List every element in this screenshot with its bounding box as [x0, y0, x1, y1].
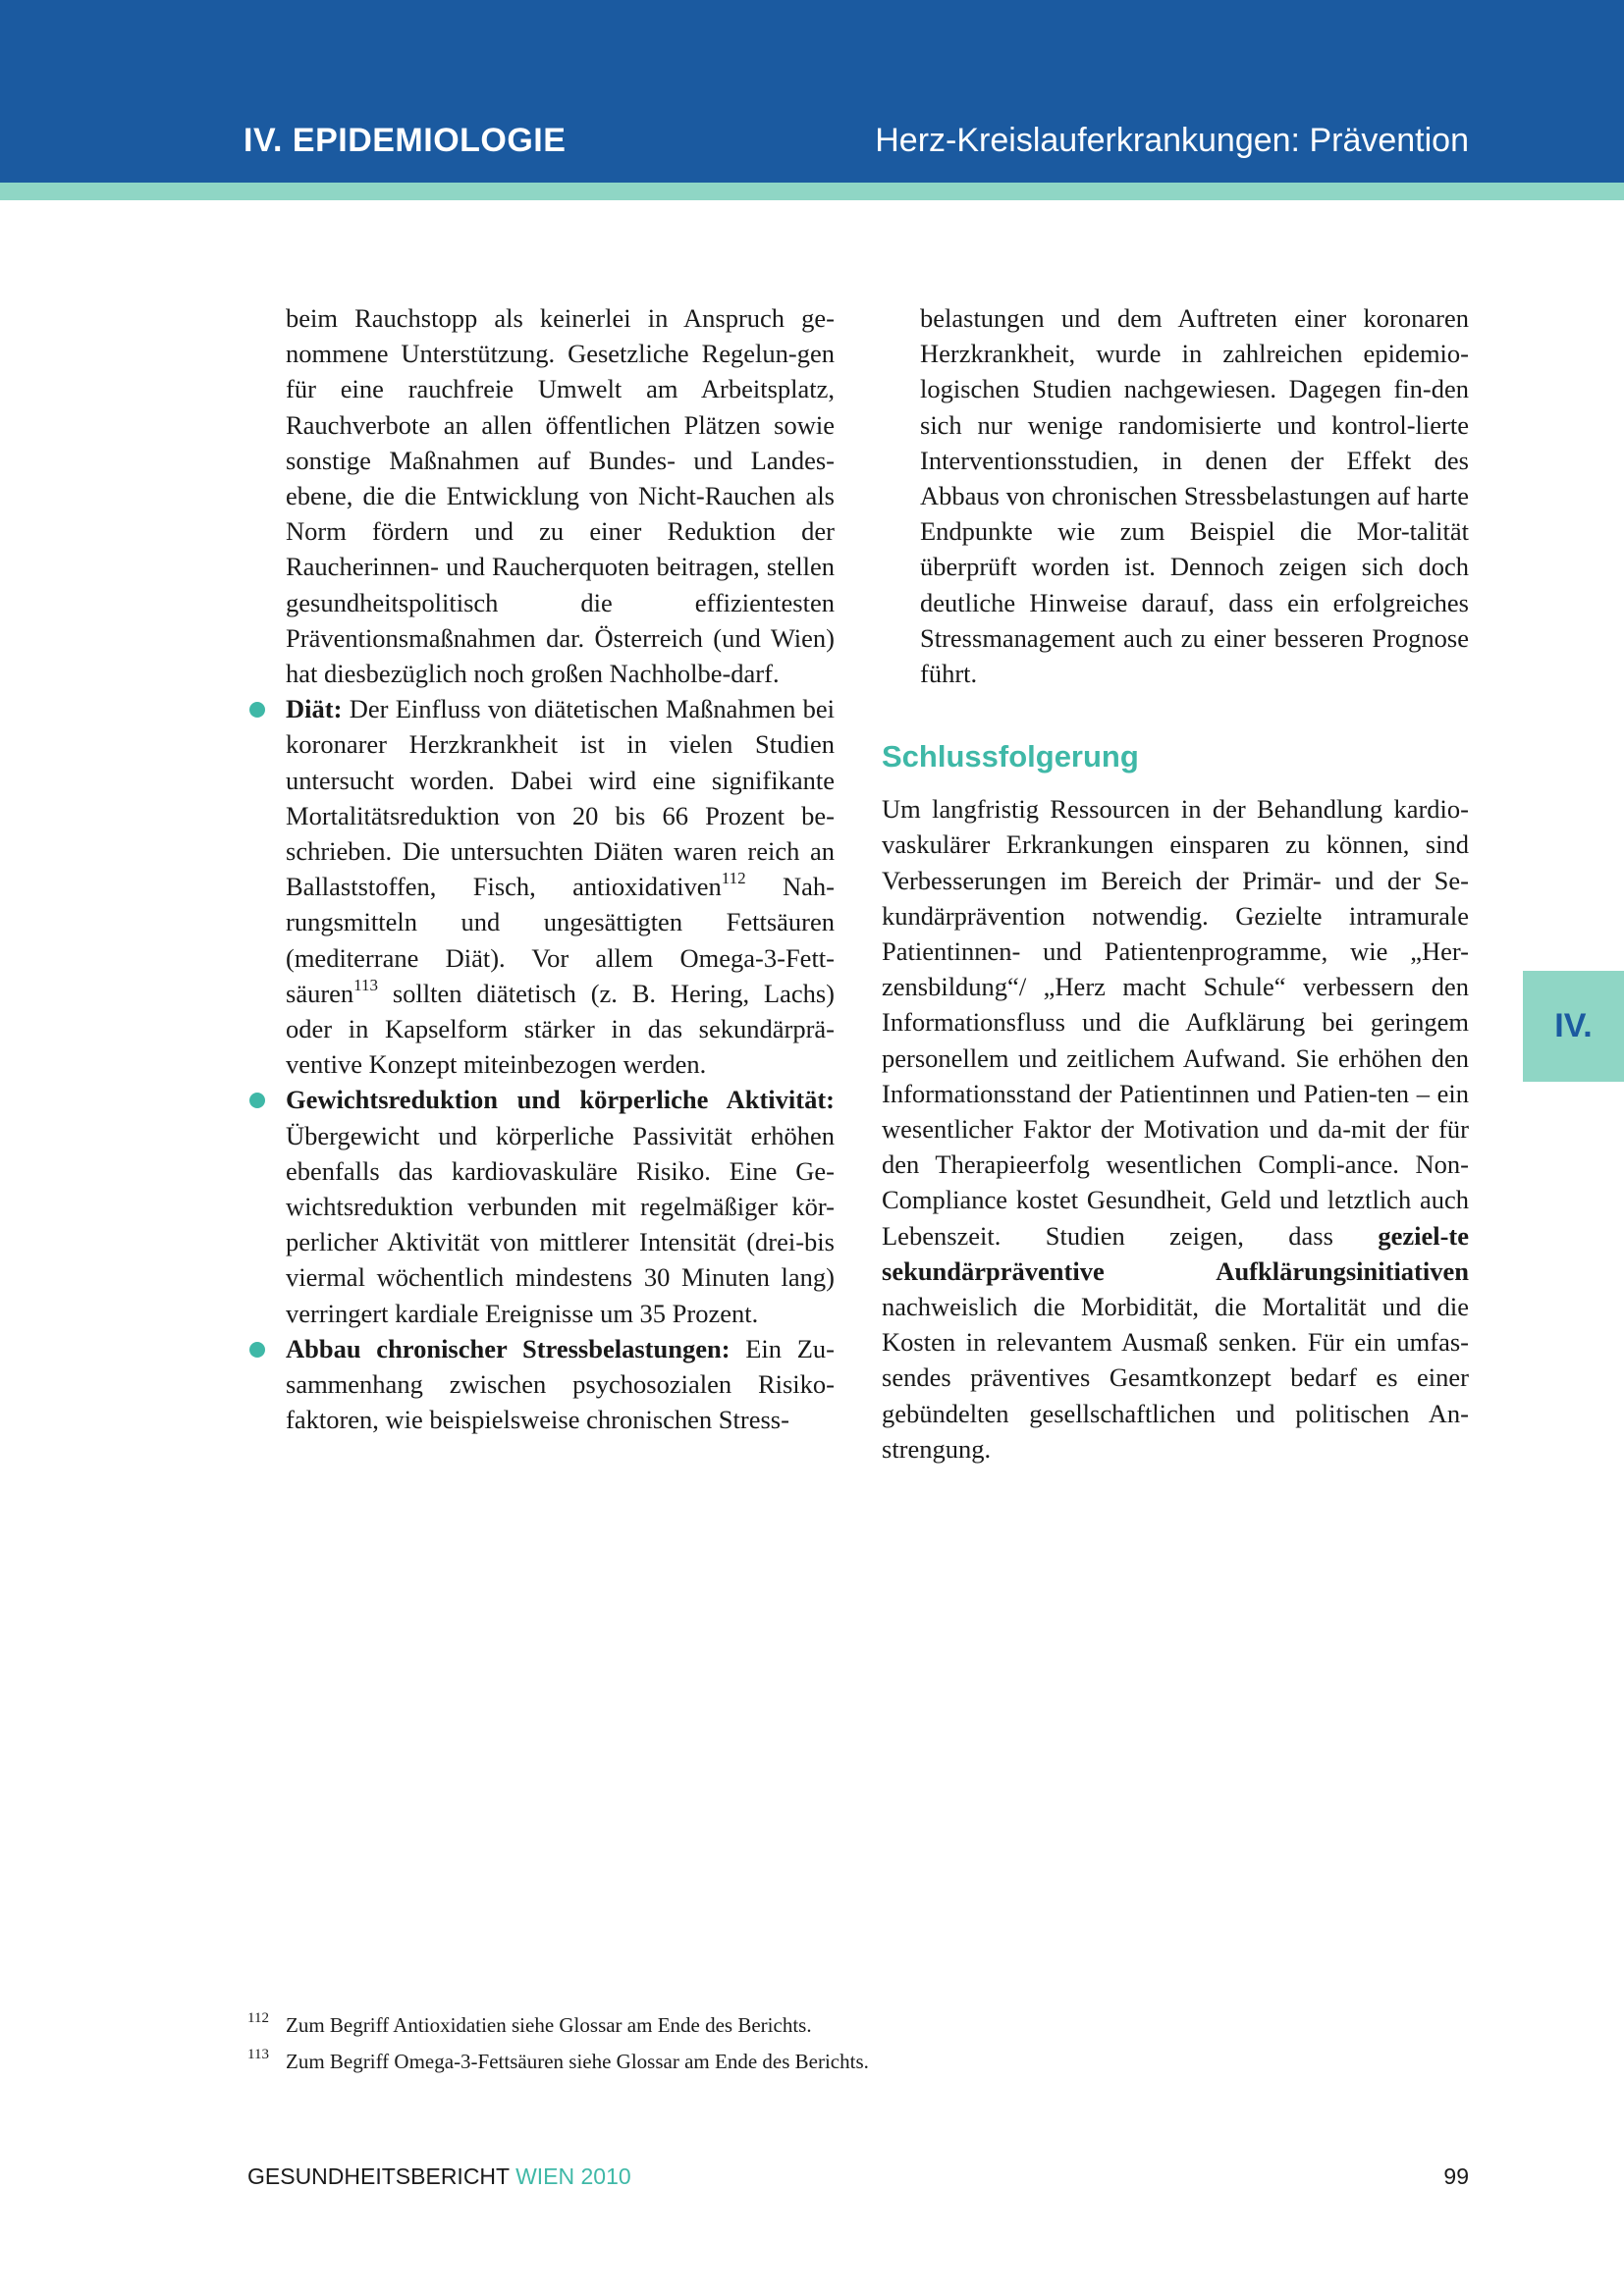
footnote-ref-112: 112: [721, 869, 746, 888]
page-number: 99: [1443, 2163, 1469, 2189]
bullet-stress: [286, 1331, 835, 1438]
conclusion-text-a: Um langfristig Ressourcen in der Behandlung kardio-vaskulärer Erkrankungen einsparen zu können, sind Verbesserungen im Bereich der Primär- und der Se-kundärprävention notwendig. Gezielte intramurale Patientinnen- und Patientenprogramme, wie „Her-zensbildung“/ „Herz macht Schule“ verbessern den Informationsfluss und die Aufklärung bei geringem personellem und zeitlichem Aufwand. Sie erhöhen den Informationsstand der Patientinnen und Patien-ten – ein wesentlicher Faktor der Motivation und da-mit der für den Therapieerfolg wesentlichen Compli-ance. Non-Compliance kostet Gesundheit, Geld und letztlich auch Lebenszeit. Studien zeigen, dass: [882, 794, 1469, 1251]
bullet-gewicht-text: Übergewicht und körperliche Passivität erhöhen ebenfalls das kardiovaskuläre Risiko. Eine Ge-wichtsreduktion verbunden mit regelmäßiger kör-perlicher Aktivität von mittlerer Intensität (drei-bis viermal wöchentlich mindestens 30 Minuten lang) verringert kardiale Ereignisse um 35 Prozent.: [286, 1120, 835, 1328]
footnote-item: [247, 2007, 1327, 2044]
intro-paragraph: beim Rauchstopp als keinerlei in Anspruch ge-nommene Unterstützung. Gesetzliche Regelun-gen für eine rauchfreie Umwelt am Arbeitsplatz, Rauchverbote an allen öffentlichen Plätzen sowie sonstige Maßnahmen auf Bundes- und Landes-ebene, die die Entwicklung von Nicht-Rauchen als Norm fördern und zu einer Reduktion der Raucherinnen- und Raucherquoten beitragen, stellen gesundheitspolitisch die effizientesten Präventionsmaßnahmen dar. Österreich (und Wien) hat diesbezüglich noch großen Nachholbe-darf.: [286, 303, 835, 689]
footnote-number: 113: [247, 2047, 269, 2062]
right-column: [882, 300, 1469, 1467]
section-label: IV. EPIDEMIOLOGIE: [244, 122, 567, 159]
bullet-diaet: [286, 691, 835, 1082]
conclusion-text-b: nachweislich die Morbidität, die Mortalität und die Kosten in relevantem Ausmaß senken. Für ein umfas-sendes präventives Gesamtkonzept bedarf es einer gebündelten gesellschaftlichen und politischen An-strengung.: [882, 1292, 1469, 1464]
footnotes: [247, 2007, 1327, 2080]
bullet-stress-label: Abbau chronischer Stressbelastungen:: [286, 1333, 731, 1363]
bullet-dot-icon: [249, 1342, 265, 1358]
footer-title: [247, 2163, 631, 2190]
footnote-text: Zum Begriff Antioxidatien siehe Glossar am Ende des Berichts.: [286, 2013, 812, 2037]
bullet-diaet-text-c: sollten diätetisch (z. B. Hering, Lachs) oder in Kapselform stärker in das sekundärprä-ventive Konzept miteinbezogen werden.: [286, 978, 835, 1080]
header-stripe: [0, 183, 1624, 200]
footer-title-accent: WIEN 2010: [515, 2163, 631, 2189]
conclusion-bold: geziel-te sekundärpräventive Aufklärungsinitiativen: [882, 1220, 1469, 1286]
bullet-diaet-label: Diät:: [286, 694, 343, 724]
footnote-item: [247, 2044, 1327, 2080]
bullet-diaet-text-b: Nah-rungsmitteln und ungesättigten Fettsäuren (mediterrane Diät). Vor allem Omega-3-Fett-säuren: [286, 872, 836, 1008]
bullet-gewicht-label: Gewichtsreduktion und körperliche Aktivität:: [286, 1085, 835, 1115]
bullet-gewicht: [286, 1082, 835, 1330]
conclusion-paragraph: [882, 791, 1469, 1467]
bullet-diaet-text-a: Der Einfluss von diätetischen Maßnahmen bei koronarer Herzkrankheit ist in vielen Studien untersucht worden. Dabei wird eine signifikante Mortalitätsreduktion von 20 bis 66 Prozent be-schrieben. Die untersuchten Diäten waren reich an Ballaststoffen, Fisch, antioxidativen: [286, 694, 835, 902]
chapter-title: Herz-Kreislauferkrankungen: Prävention: [875, 122, 1469, 159]
left-column: [286, 300, 835, 1438]
continuation-paragraph: belastungen und dem Auftreten einer koronaren Herzkrankheit, wurde in zahlreichen epidemio-logischen Studien nachgewiesen. Dagegen fin-den sich nur wenige randomisierte und kontrol-lierte Interventionsstudien, in denen der Effekt des Abbaus von chronischen Stressbelastungen auf harte Endpunkte wie zum Beispiel die Mor-talität überprüft worden ist. Dennoch zeigen sich doch deutliche Hinweise darauf, dass ein erfolgreiches Stressmanagement auch zu einer besseren Prognose führt.: [920, 303, 1469, 689]
footnote-text: Zum Begriff Omega-3-Fettsäuren siehe Glossar am Ende des Berichts.: [286, 2050, 869, 2073]
footer-title-main: GESUNDHEITSBERICHT: [247, 2163, 510, 2189]
footnote-number: 112: [247, 2010, 269, 2026]
bullet-dot-icon: [249, 702, 265, 718]
chapter-side-tab: IV.: [1523, 971, 1624, 1082]
bullet-dot-icon: [249, 1093, 265, 1108]
section-heading: Schlussfolgerung: [882, 739, 1139, 774]
footnote-ref-113: 113: [353, 976, 379, 995]
bullet-stress-text: Ein Zu-sammenhang zwischen psychosozialen Risiko-faktoren, wie beispielsweise chronischen Stress-: [286, 1333, 835, 1435]
